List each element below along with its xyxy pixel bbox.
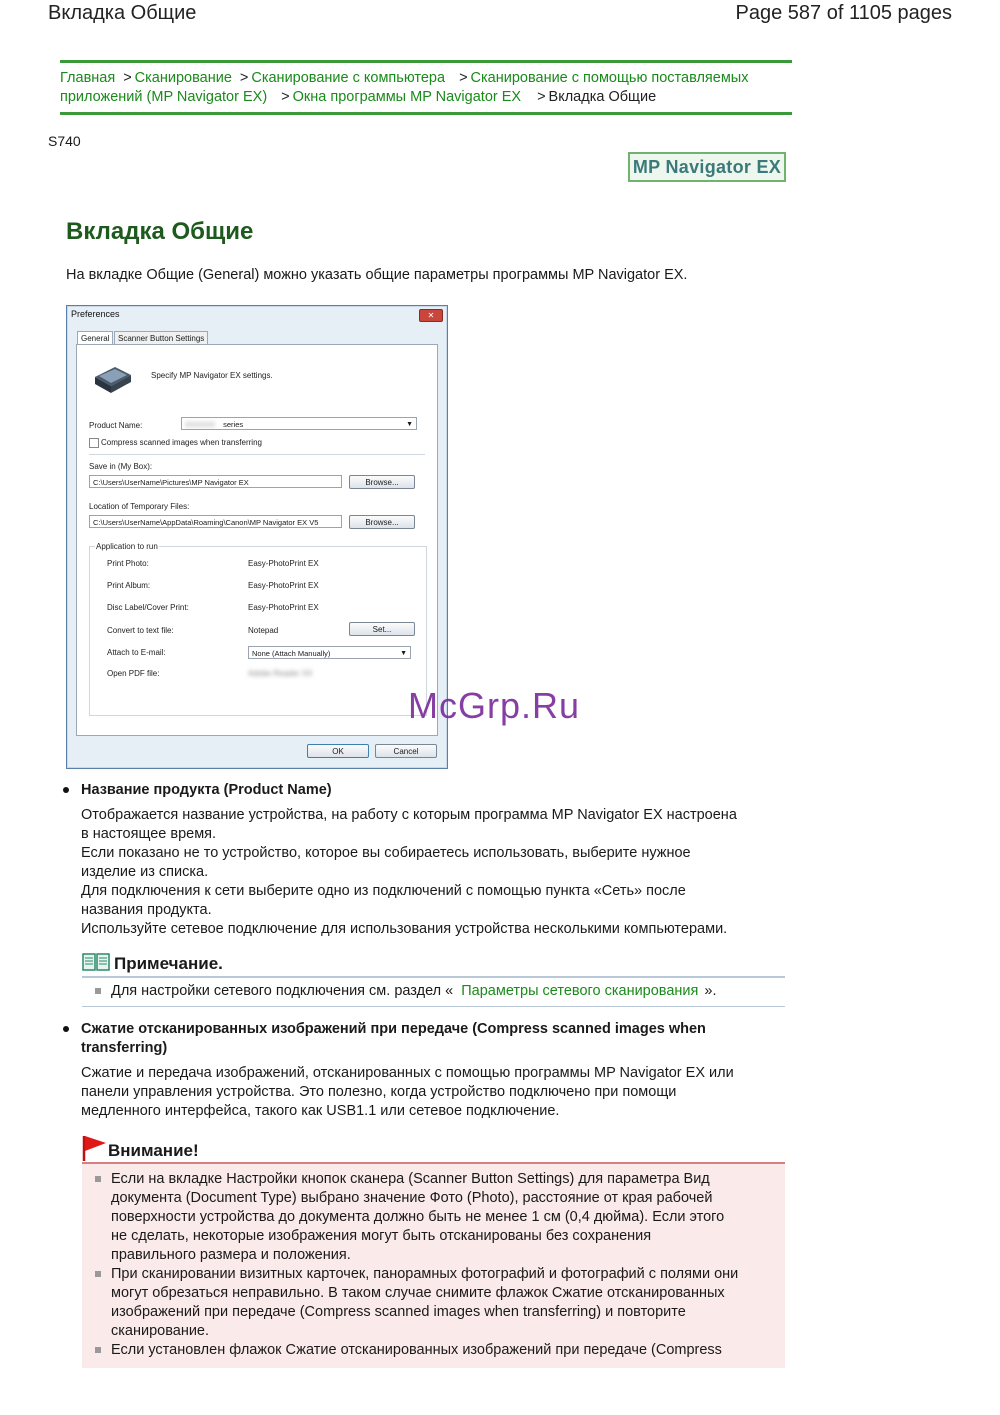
paragraph-line: названия продукта. bbox=[81, 902, 212, 918]
browse-temp-button[interactable]: Browse... bbox=[349, 515, 415, 529]
warning-line: изображений при передаче (Compress scanned images when transferring) и повторите bbox=[111, 1304, 686, 1320]
warning-item bbox=[111, 1170, 771, 1265]
note-header bbox=[82, 952, 785, 978]
product-name-select[interactable] bbox=[181, 417, 417, 430]
section-product-name-title: Название продукта (Product Name) bbox=[81, 782, 332, 798]
logo-text: MP Navigator EX bbox=[632, 156, 782, 177]
paragraph-line: Используйте сетевое подключение для использования устройства несколькими компьютерами. bbox=[81, 921, 728, 937]
breadcrumb-link-supplied-apps[interactable]: Сканирование с помощью поставляемых bbox=[470, 70, 749, 86]
section-compress-body bbox=[81, 1064, 771, 1121]
note-text-before: Для настройки сетевого подключения см. раздел « bbox=[111, 983, 454, 999]
page-header-title: Вкладка Общие bbox=[48, 2, 197, 24]
compress-label: Compress scanned images when transferring bbox=[101, 438, 262, 447]
product-name-blurred: XXXXXX bbox=[185, 420, 216, 429]
browse-save-button[interactable]: Browse... bbox=[349, 475, 415, 489]
model-label: S740 bbox=[48, 133, 81, 149]
section-product-name-body bbox=[81, 806, 771, 939]
warning-line: Если на вкладке Настройки кнопок сканера (Scanner Button Settings) для параметра Вид bbox=[111, 1171, 710, 1187]
tab-scanner-button-settings[interactable]: Scanner Button Settings bbox=[114, 331, 208, 345]
square-bullet-icon bbox=[95, 988, 101, 994]
breadcrumb-link-home[interactable]: Главная bbox=[60, 70, 116, 86]
product-name-label: Product Name: bbox=[89, 421, 143, 430]
warning-item bbox=[111, 1341, 771, 1360]
save-path-input[interactable]: C:\Users\UserName\Pictures\MP Navigator EX bbox=[89, 475, 342, 488]
intro-text: На вкладке Общие (General) можно указать общие параметры программы MP Navigator EX. bbox=[66, 267, 688, 283]
warning-item bbox=[111, 1265, 771, 1341]
paragraph-line: Для подключения к сети выберите одно из подключений с помощью пункта «Сеть» после bbox=[81, 883, 686, 899]
breadcrumb-line-1 bbox=[60, 69, 792, 88]
chevron-down-icon: ▼ bbox=[406, 421, 413, 428]
breadcrumb-link-scanning[interactable]: Сканирование bbox=[134, 70, 232, 86]
title-line: Сжатие отсканированных изображений при передаче (Compress scanned images when bbox=[81, 1021, 706, 1037]
warning-header bbox=[82, 1134, 785, 1164]
paragraph-line: панели управления устройства. Это полезно, когда устройство подключено при помощи bbox=[81, 1084, 677, 1100]
breadcrumb-link-scan-from-computer[interactable]: Сканирование с компьютера bbox=[251, 70, 446, 86]
warning-line: Если установлен флажок Сжатие отсканированных изображений при передаче (Compress bbox=[111, 1342, 722, 1358]
breadcrumb-separator: > bbox=[281, 89, 290, 105]
note-body bbox=[82, 979, 785, 1007]
breadcrumb-separator: > bbox=[239, 70, 249, 86]
paragraph-line: Сжатие и передача изображений, отсканированных с помощью программы MP Navigator EX или bbox=[81, 1065, 734, 1081]
note-text-after: ». bbox=[704, 983, 717, 999]
red-flag-icon bbox=[82, 1134, 108, 1162]
application-group-label: Application to run bbox=[96, 542, 158, 551]
paragraph-line: в настоящее время. bbox=[81, 826, 217, 842]
temp-path-input[interactable]: C:\Users\UserName\AppData\Roaming\Canon\MP Navigator EX V5 bbox=[89, 515, 342, 528]
warning-line: сканирование. bbox=[111, 1323, 210, 1339]
page-title: Вкладка Общие bbox=[66, 218, 254, 245]
bullet-icon bbox=[63, 1026, 69, 1032]
app-label-print-photo: Print Photo: bbox=[107, 559, 149, 568]
chevron-down-icon: ▼ bbox=[400, 650, 407, 657]
breadcrumb-separator: > bbox=[123, 70, 132, 86]
dialog-title: Preferences bbox=[71, 309, 120, 319]
tab-general[interactable]: General bbox=[77, 331, 113, 346]
warning-line: правильного размера и положения. bbox=[111, 1247, 351, 1263]
app-label-disc-label: Disc Label/Cover Print: bbox=[107, 603, 189, 612]
preferences-dialog bbox=[66, 305, 448, 769]
compress-checkbox[interactable] bbox=[89, 438, 99, 448]
paragraph-line: Если показано не то устройство, которое вы собираетесь использовать, выберите нужное bbox=[81, 845, 691, 861]
warning-line: документа (Document Type) выбрано значение Фото (Photo), расстояние от края рабочей bbox=[111, 1190, 713, 1206]
warning-label: Внимание! bbox=[108, 1141, 199, 1160]
breadcrumb-separator: > bbox=[537, 89, 546, 105]
product-name-value: series bbox=[223, 420, 244, 429]
app-value-print-photo: Easy-PhotoPrint EX bbox=[248, 559, 319, 568]
ok-button[interactable]: OK bbox=[307, 744, 369, 758]
watermark: McGrp.Ru bbox=[408, 685, 581, 726]
close-icon[interactable]: ✕ bbox=[419, 309, 443, 322]
general-panel bbox=[76, 344, 438, 736]
paragraph-line: медленного интерфейса, такого как USB1.1 или сетевое подключение. bbox=[81, 1103, 560, 1119]
square-bullet-icon bbox=[95, 1347, 101, 1353]
app-value-open-pdf: Adobe Reader XX bbox=[248, 669, 313, 678]
title-line: transferring) bbox=[81, 1040, 168, 1056]
mp-navigator-logo bbox=[628, 152, 786, 182]
breadcrumb bbox=[60, 60, 792, 115]
section-compress-title bbox=[81, 1020, 706, 1058]
page-counter: Page 587 of 1105 pages bbox=[735, 2, 952, 24]
app-label-print-album: Print Album: bbox=[107, 581, 151, 590]
network-scan-settings-link[interactable]: Параметры сетевого сканирования bbox=[461, 983, 699, 999]
app-value-print-album: Easy-PhotoPrint EX bbox=[248, 581, 319, 590]
paragraph-line: изделие из списка. bbox=[81, 864, 209, 880]
warning-line: поверхности устройства до документа должно быть не менее 1 см (0,4 дюйма). Если этого bbox=[111, 1209, 725, 1225]
breadcrumb-link-supplied-apps-cont[interactable]: приложений (MP Navigator EX) bbox=[60, 89, 268, 105]
scanner-icon bbox=[91, 361, 133, 395]
breadcrumb-separator: > bbox=[459, 70, 468, 86]
app-label-attach-email: Attach to E-mail: bbox=[107, 648, 166, 657]
cancel-button[interactable]: Cancel bbox=[375, 744, 437, 758]
divider bbox=[89, 454, 425, 455]
attach-email-select[interactable] bbox=[248, 646, 411, 659]
app-label-open-pdf: Open PDF file: bbox=[107, 669, 160, 678]
app-value-convert-text: Notepad bbox=[248, 626, 279, 635]
save-label: Save in (My Box): bbox=[89, 462, 153, 471]
temp-label: Location of Temporary Files: bbox=[89, 502, 190, 511]
square-bullet-icon bbox=[95, 1176, 101, 1182]
square-bullet-icon bbox=[95, 1271, 101, 1277]
app-value-disc-label: Easy-PhotoPrint EX bbox=[248, 603, 319, 612]
warning-line: При сканировании визитных карточек, панорамных фотографий и фотографий с полями они bbox=[111, 1266, 739, 1282]
note-label: Примечание. bbox=[114, 954, 223, 973]
warning-line: не сделать, некоторые изображения могут быть отсканированы без сохранения bbox=[111, 1228, 652, 1244]
bullet-icon bbox=[63, 787, 69, 793]
book-icon bbox=[82, 952, 110, 972]
note-text bbox=[111, 983, 716, 999]
paragraph-line: Отображается название устройства, на работу с которым программа MP Navigator EX настроена bbox=[81, 807, 737, 823]
warning-line: могут обрезаться неправильно. В таком случае снимите флажок Сжатие отсканированных bbox=[111, 1285, 725, 1301]
set-button[interactable]: Set... bbox=[349, 622, 415, 636]
attach-email-value: None (Attach Manually) bbox=[252, 649, 331, 658]
app-label-convert-text: Convert to text file: bbox=[107, 626, 174, 635]
dialog-description: Specify MP Navigator EX settings. bbox=[151, 371, 273, 380]
warning-body bbox=[82, 1164, 785, 1368]
breadcrumb-line-2 bbox=[60, 88, 792, 107]
breadcrumb-current: Вкладка Общие bbox=[548, 89, 657, 105]
breadcrumb-link-mp-windows[interactable]: Окна программы MP Navigator EX bbox=[292, 89, 522, 105]
